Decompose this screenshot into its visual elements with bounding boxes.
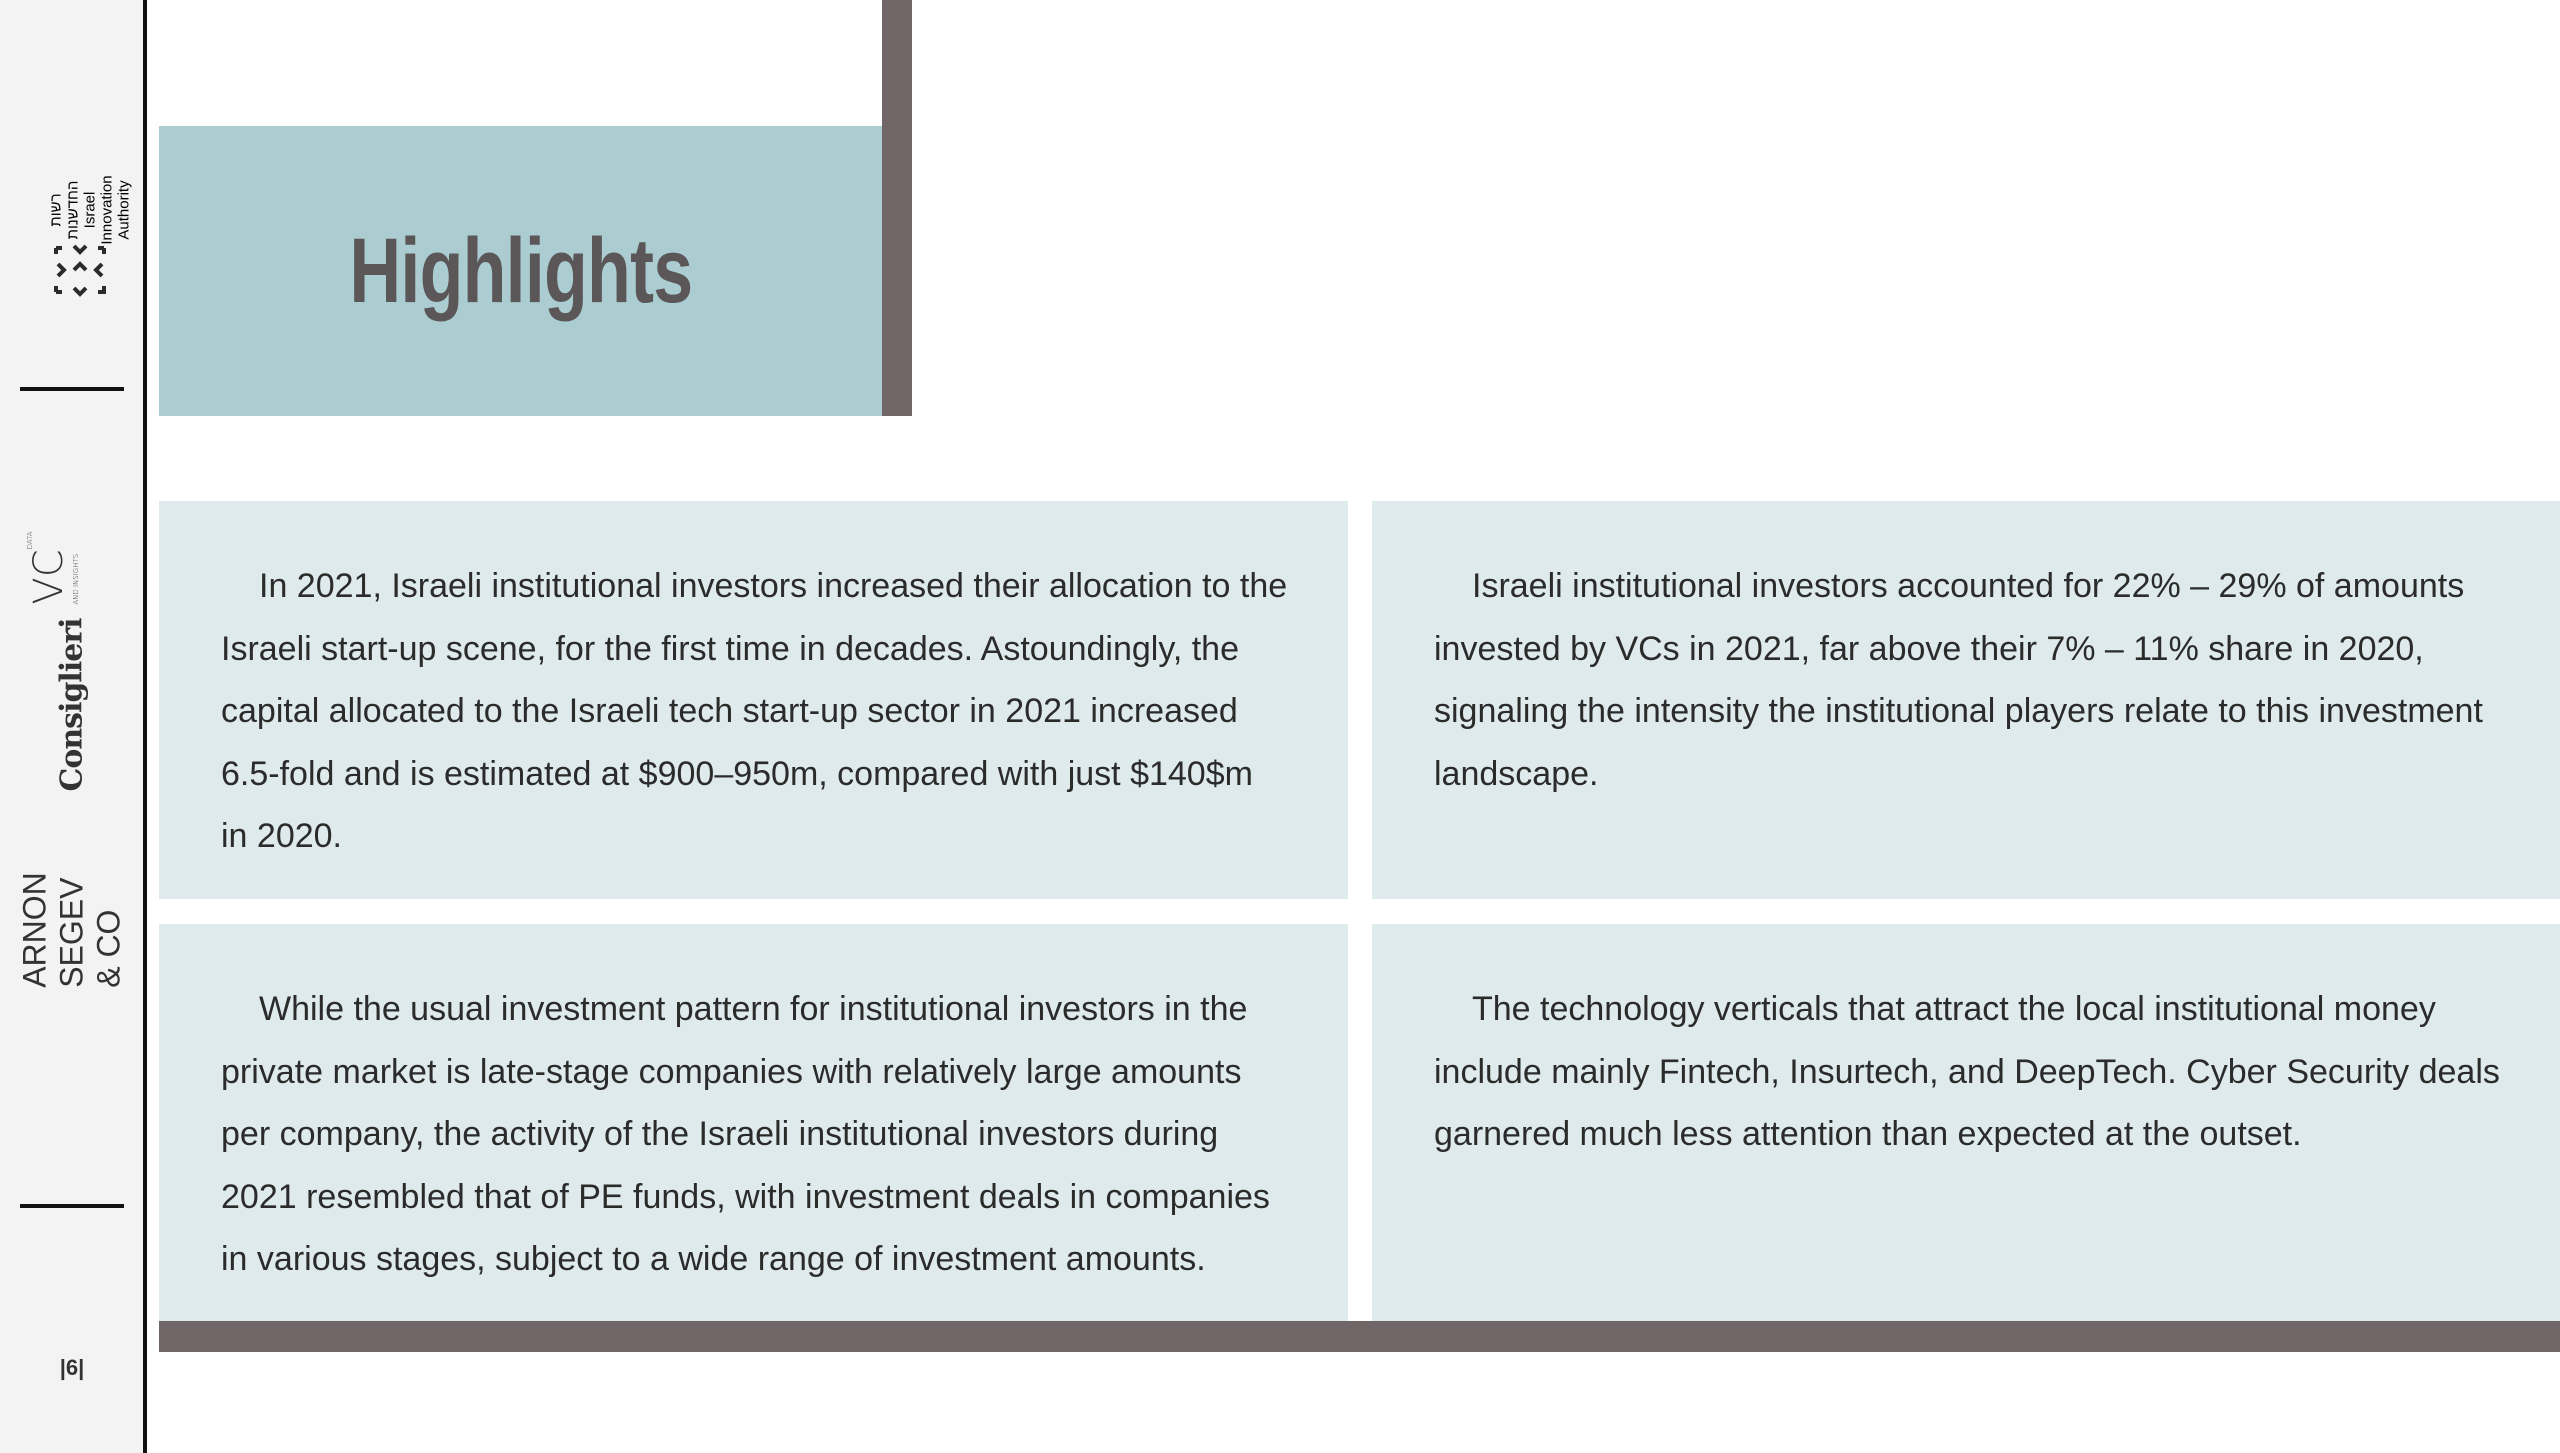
highlight-text-4: The technology verticals that attract the local institutional money include mainly Fintech, Insurtech, and DeepTech. Cyber Security deals garnered much less attention than expected at the outset. xyxy=(1434,990,2500,1153)
title-accent-bar xyxy=(882,0,912,416)
israel-innovation-authority-logo xyxy=(44,100,133,300)
bottom-accent-bar xyxy=(159,1321,2560,1352)
sidebar-border xyxy=(143,0,147,1453)
highlight-card-2 xyxy=(1372,501,2560,899)
logo-english-text-1: Israel Innovation xyxy=(81,175,116,245)
ivc-logo-text: VC xyxy=(26,549,72,605)
highlight-text-2: Israeli institutional investors accounted for 22% – 29% of amounts invested by VCs in 2021, far above their 7% – 11% share in 2020, signaling the intensity the institutional players relate to this investment landscape. xyxy=(1434,567,2483,793)
page-number: |6| xyxy=(59,1355,85,1380)
highlight-card-1 xyxy=(159,501,1348,899)
sidebar-divider-top xyxy=(20,387,124,391)
iia-mark-icon xyxy=(52,240,108,300)
highlight-card-3 xyxy=(159,924,1348,1321)
logo-english-text-2: Authority xyxy=(115,180,133,240)
highlight-card-4 xyxy=(1372,924,2560,1321)
ivc-logo-subtext: DATA AND INSIGHTS xyxy=(26,531,80,605)
sidebar xyxy=(0,0,143,1453)
sidebar-divider-bottom xyxy=(20,1204,124,1208)
consiglieri-logo: Consiglieri xyxy=(54,618,90,792)
title-box xyxy=(159,126,882,416)
highlight-text-1: In 2021, Israeli institutional investors increased their allocation to the Israeli start-up scene, for the first time in decades. Astoundingly, the capital allocated to the Israeli tech start-up sector in 2021 increased 6.5-fold and is estimated at $900–950m, compared with just $140$m in 2020. xyxy=(221,567,1288,855)
logo-hebrew-text: רשות החדשנות xyxy=(47,180,82,240)
ivc-logo xyxy=(26,531,118,604)
highlight-text-3: While the usual investment pattern for institutional investors in the private market is late-stage companies with relatively large amounts per company, the activity of the Israeli institutional investors during 2021 resembled that of PE funds, with investment deals in companies in various stages, subject to a wide range of investment amounts. xyxy=(221,990,1270,1278)
page-title: Highlights xyxy=(349,219,692,322)
arnon-segev-logo: ARNON SEGEV & CO xyxy=(16,872,127,988)
